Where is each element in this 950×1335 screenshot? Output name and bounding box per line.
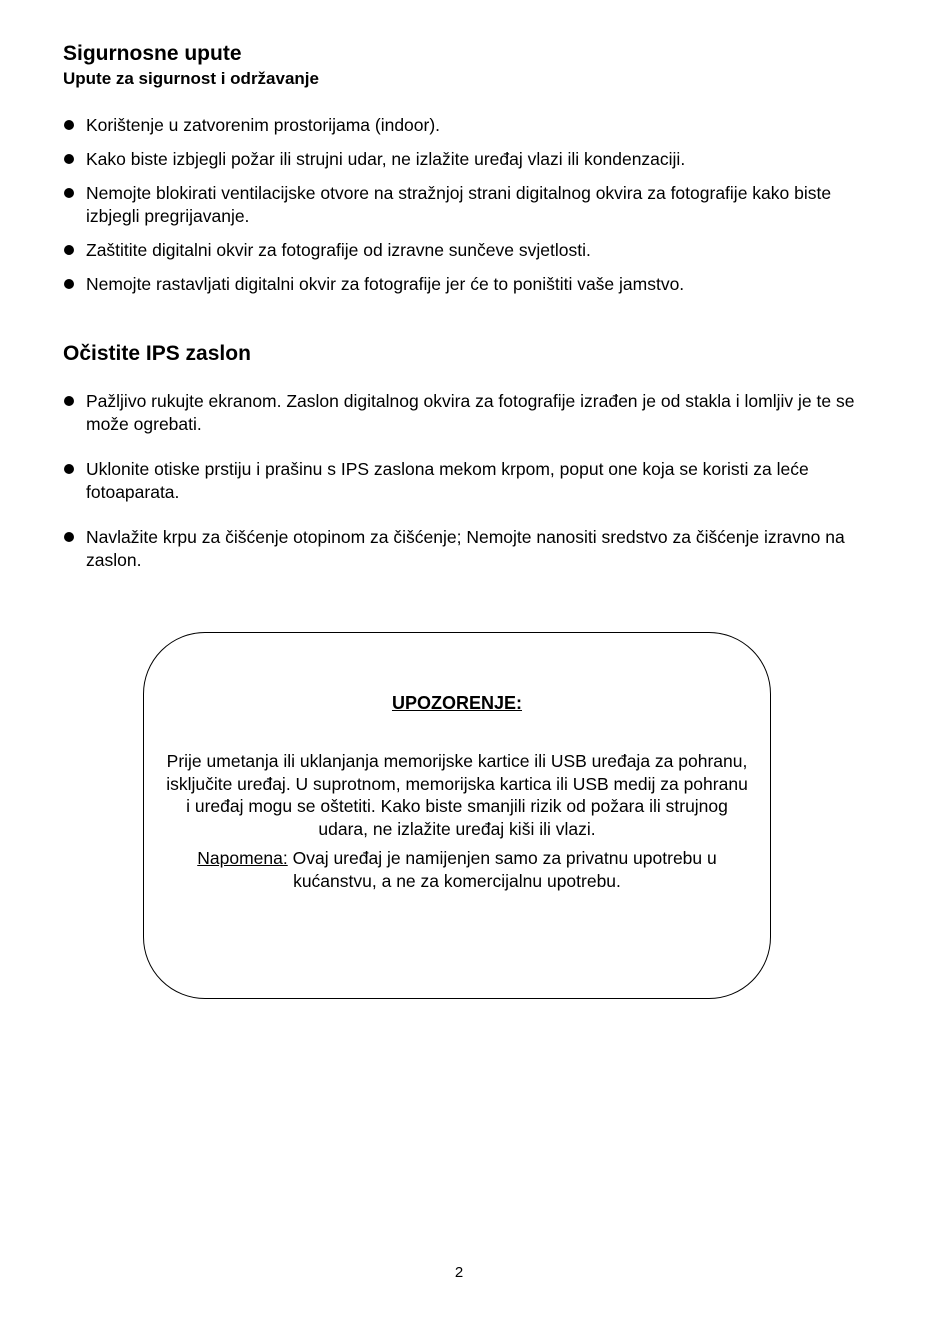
list-item: Pažljivo rukujte ekranom. Zaslon digitalnog okvira za fotografije izrađen je od stakla i lomljiv je te se može ogrebati. [63, 390, 863, 436]
cleaning-list [63, 390, 863, 594]
section-title-cleaning: Očistite IPS zaslon [63, 342, 251, 365]
bullet-icon [64, 279, 74, 289]
note-label: Napomena: [197, 848, 288, 868]
safety-list [63, 114, 863, 307]
bullet-icon [64, 188, 74, 198]
warning-note [164, 847, 750, 892]
list-item: Korištenje u zatvorenim prostorijama (indoor). [63, 114, 863, 137]
bullet-icon [64, 245, 74, 255]
bullet-icon [64, 154, 74, 164]
list-item: Navlažite krpu za čišćenje otopinom za čišćenje; Nemojte nanositi sredstvo za čišćenje izravno na zaslon. [63, 526, 863, 572]
bullet-icon [64, 464, 74, 474]
warning-box [143, 632, 771, 999]
list-item: Uklonite otiske prstiju i prašinu s IPS zaslona mekom krpom, poput one koja se koristi za leće fotoaparata. [63, 458, 863, 504]
section-title-safety: Sigurnosne upute [63, 42, 242, 65]
bullet-icon [64, 396, 74, 406]
note-text: Ovaj uređaj je namijenjen samo za privatnu upotrebu u kućanstvu, a ne za komercijalnu upotrebu. [287, 848, 717, 891]
list-item: Kako biste izbjegli požar ili strujni udar, ne izlažite uređaj vlazi ili kondenzaciji. [63, 148, 863, 171]
bullet-icon [64, 120, 74, 130]
page-number: 2 [454, 1264, 464, 1281]
list-item: Nemojte blokirati ventilacijske otvore na stražnjoj strani digitalnog okvira za fotografije kako biste izbjegli pregrijavanje. [63, 182, 863, 228]
list-item: Zaštitite digitalni okvir za fotografije od izravne sunčeve svjetlosti. [63, 239, 863, 262]
warning-text: Prije umetanja ili uklanjanja memorijske kartice ili USB uređaja za pohranu, isključite uređaj. U suprotnom, memorijska kartica ili USB medij za pohranu i uređaj mogu se oštetiti. Kako biste smanjili rizik od požara ili strujnog udara, ne izlažite uređaj kiši ili vlazi. [166, 751, 748, 839]
list-item: Nemojte rastavljati digitalni okvir za fotografije jer će to poništiti vaše jamstvo. [63, 273, 863, 296]
bullet-icon [64, 532, 74, 542]
warning-title: UPOZORENJE: [391, 693, 523, 713]
section-subtitle-safety: Upute za sigurnost i održavanje [63, 69, 319, 88]
